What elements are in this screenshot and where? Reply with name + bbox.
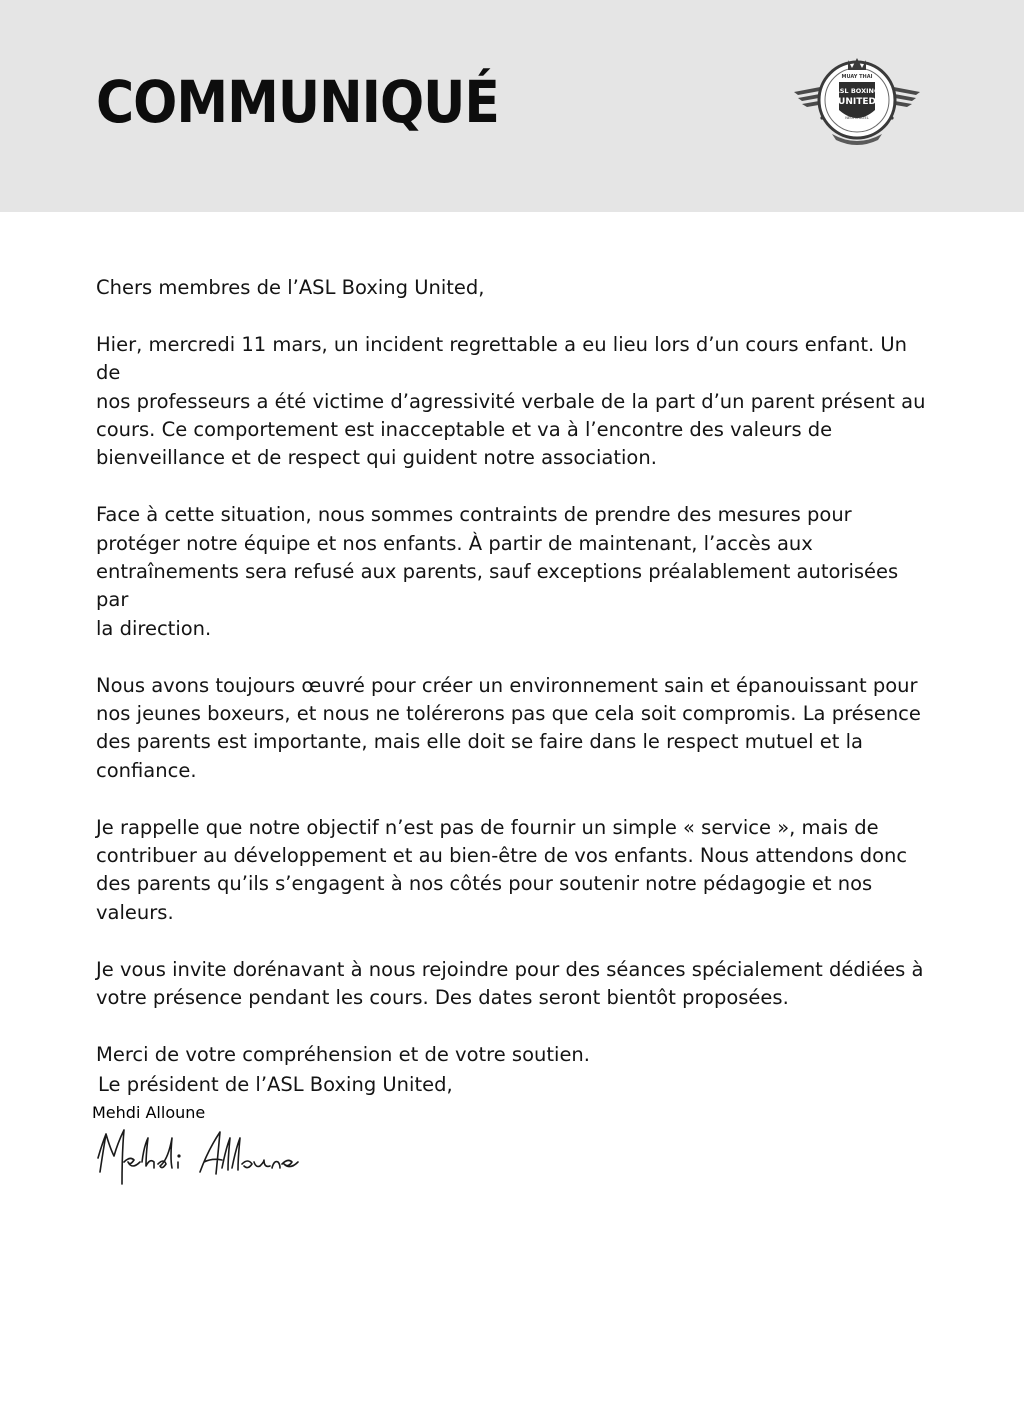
paragraph-line: des parents qu’ils s’engagent à nos côtés pour soutenir notre pédagogie et nos: [96, 872, 873, 896]
paragraph-line: nos jeunes boxeurs, et nous ne tolérerons pas que cela soit compromis. La présence: [96, 702, 921, 726]
paragraph-line: cours. Ce comportement est inacceptable et va à l’encontre des valeurs de: [96, 418, 833, 442]
paragraph-line: contribuer au développement et au bien-être de vos enfants. Nous attendons donc: [96, 844, 908, 868]
page-title: COMMUNIQUÉ: [96, 69, 499, 137]
paragraph-line: confiance.: [96, 758, 197, 782]
club-crest-logo: [792, 48, 922, 152]
paragraph-line: Nous avons toujours œuvré pour créer un environnement sain et épanouissant pour: [96, 673, 918, 697]
paragraph: [96, 672, 926, 786]
paragraph-line: Je vous invite dorénavant à nous rejoindre pour des séances spécialement dédiées à: [96, 957, 924, 981]
paragraph: [96, 814, 926, 928]
closing-line: Le président de l’ASL Boxing United,: [98, 1073, 453, 1096]
paragraph-line: bienveillance et de respect qui guident notre association.: [96, 446, 657, 470]
logo-text-top: MUAY THAI: [841, 74, 873, 80]
signature-text: Mehdi Alloune: [92, 1103, 206, 1122]
paragraph-line: valeurs.: [96, 900, 174, 924]
paragraph: [96, 956, 926, 1013]
logo-text-main-2: UNITED: [838, 97, 876, 107]
paragraph-line: Merci de votre compréhension et de votre soutien.: [96, 1042, 590, 1066]
paragraph: [96, 331, 926, 473]
logo-text-bottom: NEUFCHÂTEL: [845, 116, 869, 120]
paragraph-line: Je rappelle que notre objectif n’est pas de fournir un simple « service », mais de: [96, 815, 879, 839]
logo-text-main-1: ASL BOXING: [834, 87, 880, 95]
letter-body: [96, 274, 926, 1069]
paragraph: [96, 501, 926, 643]
header-band: [0, 0, 1024, 212]
paragraph: [96, 1041, 926, 1069]
paragraph-line: entraînements sera refusé aux parents, sauf exceptions préalablement autorisées par: [96, 560, 899, 612]
salutation: Chers membres de l’ASL Boxing United,: [96, 276, 485, 299]
paragraph-line: votre présence pendant les cours. Des dates seront bientôt proposées.: [96, 986, 789, 1010]
paragraph-line: Hier, mercredi 11 mars, un incident regrettable a eu lieu lors d’un cours enfant. Un de: [96, 332, 907, 385]
paragraph-line: la direction.: [96, 616, 212, 640]
signature: [92, 1103, 332, 1196]
paragraph-line: nos professeurs a été victime d’agressivité verbale de la part d’un parent présent au: [96, 389, 926, 413]
paragraph-line: des parents est importante, mais elle doit se faire dans le respect mutuel et la: [96, 730, 863, 754]
paragraph-line: protéger notre équipe et nos enfants. À partir de maintenant, l’accès aux: [96, 531, 813, 555]
paragraph-line: Face à cette situation, nous sommes contraints de prendre des mesures pour: [96, 503, 852, 527]
